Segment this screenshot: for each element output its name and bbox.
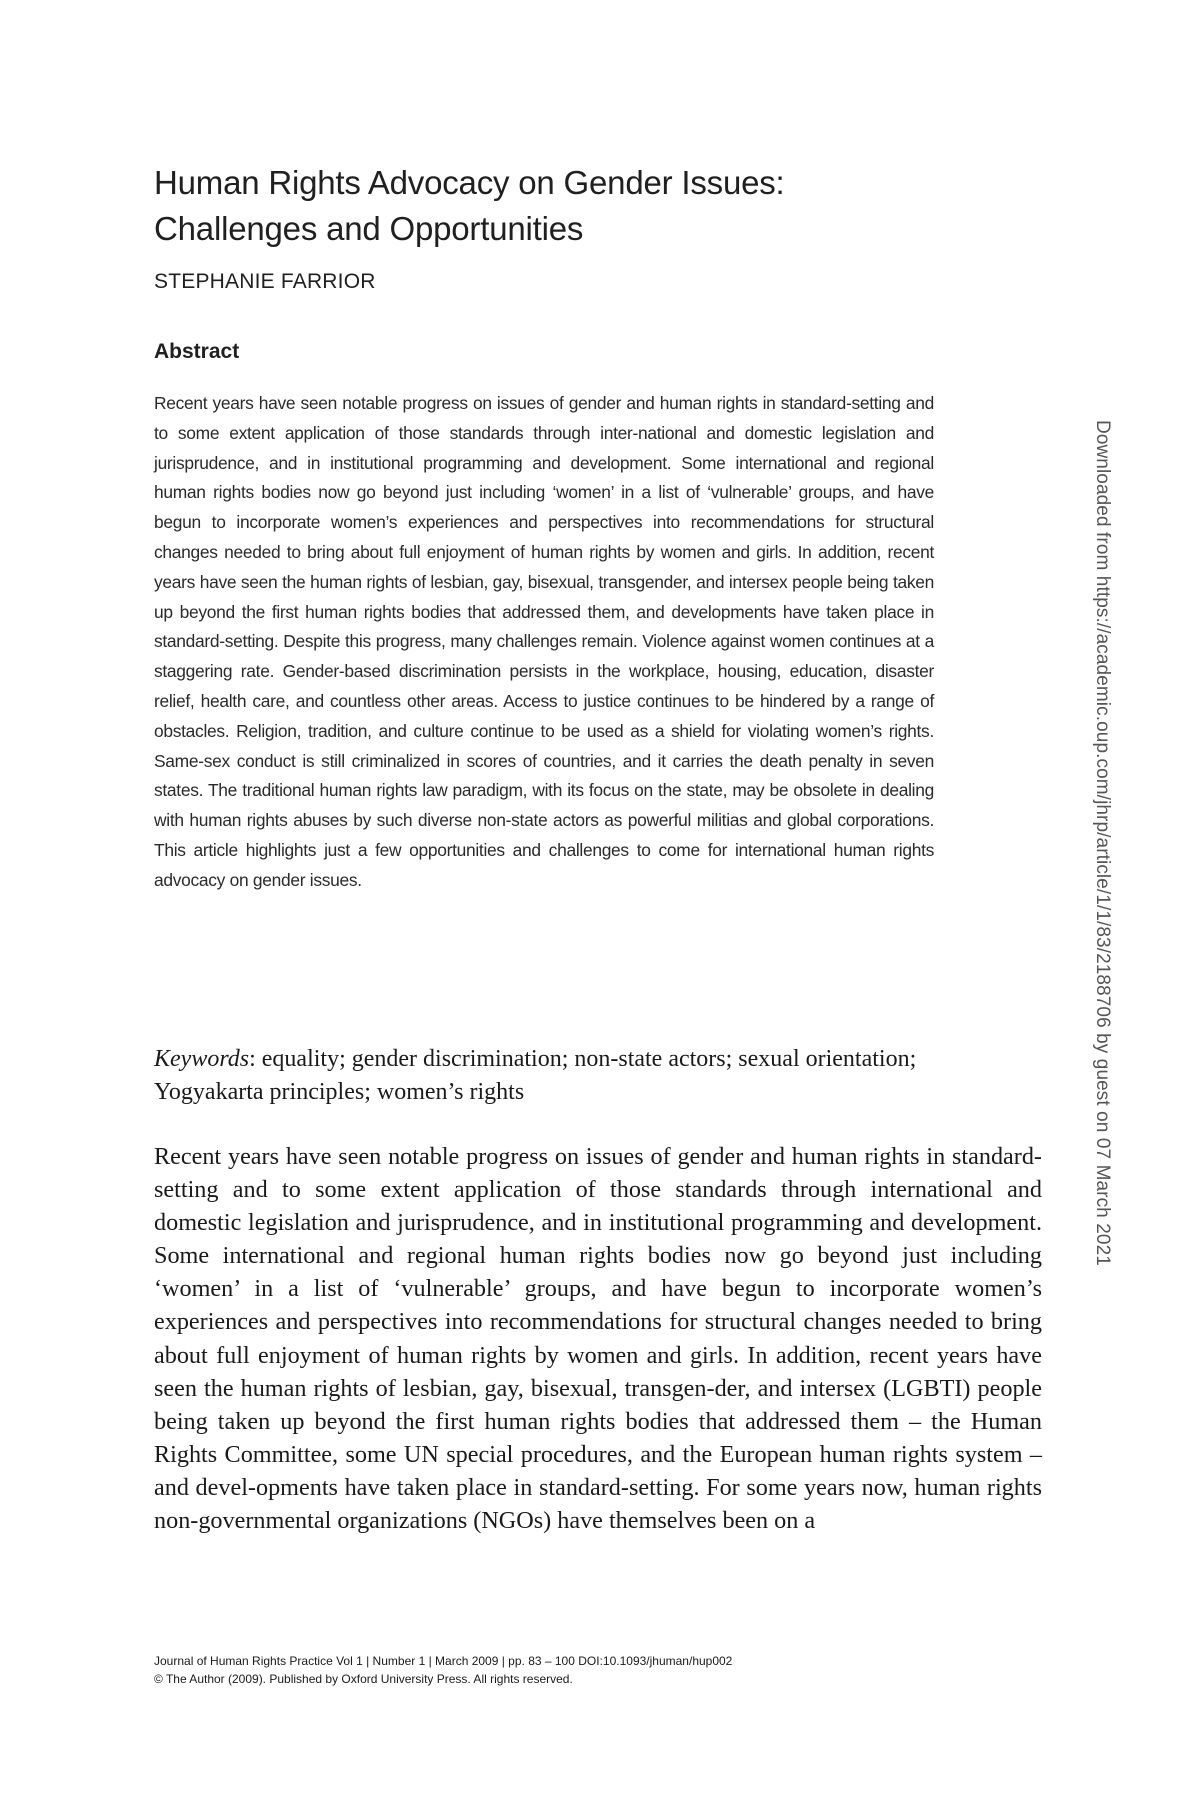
author-name: STEPHANIE FARRIOR	[154, 270, 376, 293]
keywords-list: : equality; gender discrimination; non-state actors; sexual orientation; Yogyakarta principles; women’s rights	[154, 1046, 917, 1105]
body-paragraph: Recent years have seen notable progress on issues of gender and human rights in standard-setting and to some extent application of those standards through international and domestic legislation and jurisprudence, and in institutional programming and development. Some international and regional human rights bodies now go beyond just including ‘women’ in a list of ‘vulnerable’ groups, and have begun to incorporate women’s experiences and perspectives into recommendations for structural changes needed to bring about full enjoyment of human rights by women and girls. In addition, recent years have seen the human rights of lesbian, gay, bisexual, transgen-der, and intersex (LGBTI) people being taken up beyond the first human rights bodies that addressed them – the Human Rights Committee, some UN special procedures, and the European human rights system – and devel-opments have taken place in standard-setting. For some years now, human rights non-governmental organizations (NGOs) have themselves been on a	[154, 1143, 1042, 1535]
download-watermark[interactable]: Downloaded from https://academic.oup.com/jhrp/article/1/1/83/2188706 by guest on 07 March 2021	[1092, 420, 1113, 1266]
abstract-heading: Abstract	[154, 340, 240, 363]
footer-copyright: © The Author (2009). Published by Oxford University Press. All rights reserved.	[154, 1672, 573, 1686]
footer-citation: Journal of Human Rights Practice Vol 1 | Number 1 | March 2009 | pp. 83 – 100 DOI:10.1093/jhuman/hup002	[154, 1654, 733, 1668]
article-title-line-1: Human Rights Advocacy on Gender Issues:	[154, 164, 785, 201]
article-title-line-2: Challenges and Opportunities	[154, 210, 584, 247]
article-title	[154, 160, 954, 252]
page-footer	[154, 1652, 732, 1688]
abstract-body: Recent years have seen notable progress on issues of gender and human rights in standard-setting and to some extent application of those standards through inter-national and domestic legislation and jurisprudence, and in institutional programming and development. Some international and regional human rights bodies now go beyond just including ‘women’ in a list of ‘vulnerable’ groups, and have begun to incorporate women’s experiences and perspectives into recommendations for structural changes needed to bring about full enjoyment of human rights by women and girls. In addition, recent years have seen the human rights of lesbian, gay, bisexual, transgender, and intersex people being taken up beyond the first human rights bodies that addressed them, and developments have taken place in standard-setting. Despite this progress, many challenges remain. Violence against women continues at a staggering rate. Gender-based discrimination persists in the workplace, housing, education, disaster relief, health care, and countless other areas. Access to justice continues to be hindered by a range of obstacles. Religion, tradition, and culture continue to be used as a shield for violating women’s rights. Same-sex conduct is still criminalized in scores of countries, and it carries the death penalty in seven states. The traditional human rights law paradigm, with its focus on the state, may be obsolete in dealing with human rights abuses by such diverse non-state actors as powerful militias and global corporations. This article highlights just a few opportunities and challenges to come for international human rights advocacy on gender issues.	[154, 393, 934, 890]
keywords	[154, 1043, 934, 1109]
keywords-label: Keywords	[154, 1046, 250, 1072]
